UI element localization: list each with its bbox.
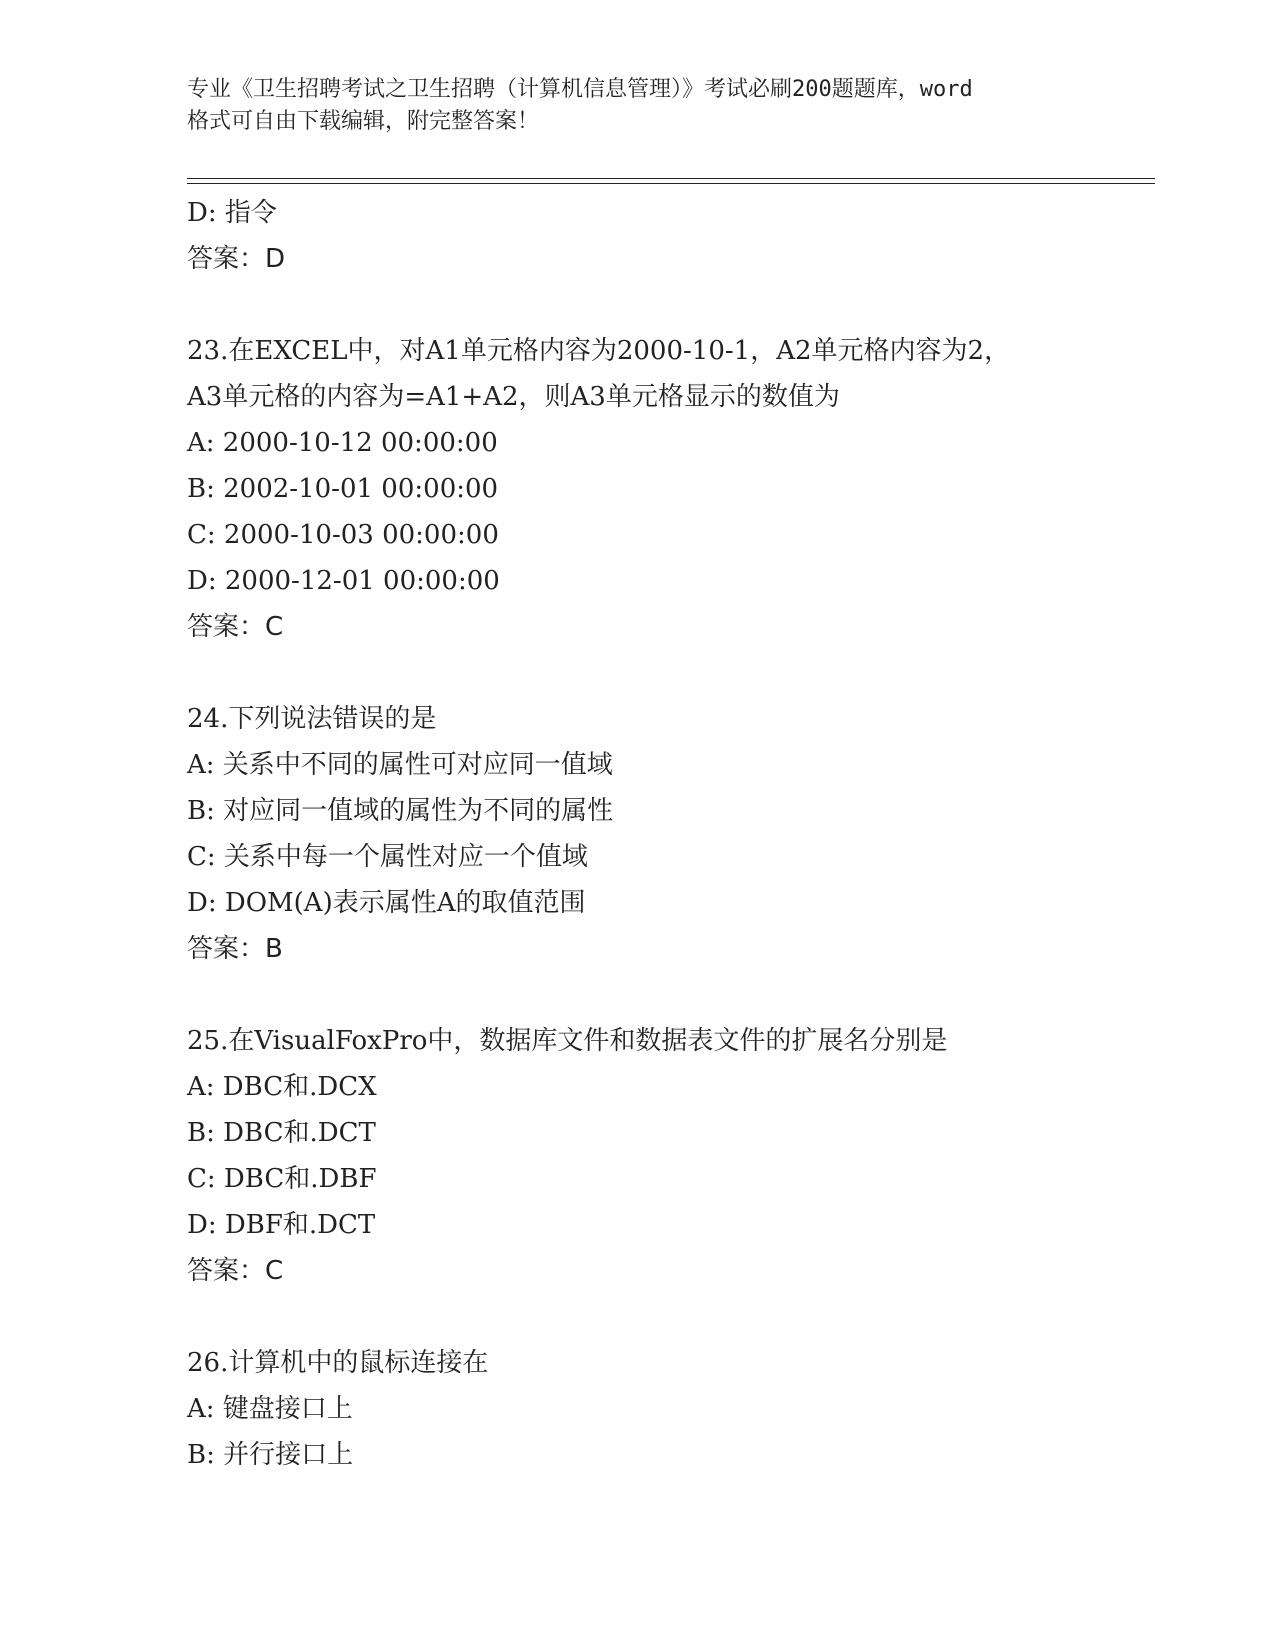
- q24-option-b: B: 对应同一值域的属性为不同的属性: [187, 796, 614, 826]
- q26-stem-line-1: 26.计算机中的鼠标连接在: [187, 1348, 489, 1378]
- spacer: [187, 972, 1155, 1018]
- spacer: [187, 650, 1155, 696]
- header-rule-bottom: [187, 183, 1155, 184]
- question-25: [187, 1018, 1155, 1294]
- header-rule-top: [187, 178, 1155, 179]
- q24-answer: 答案：B: [187, 934, 283, 964]
- q23-option-b: B: 2002-10-01 00:00:00: [187, 474, 499, 504]
- q25-option-d: D: DBF和.DCT: [187, 1210, 376, 1240]
- spacer: [187, 1294, 1155, 1340]
- q23-option-d: D: 2000-12-01 00:00:00: [187, 566, 500, 596]
- header-line-1: 专业《卫生招聘考试之卫生招聘（计算机信息管理）》考试必刷200题题库，word: [187, 77, 973, 102]
- q25-option-a: A: DBC和.DCX: [187, 1072, 377, 1102]
- q23-option-a: A: 2000-10-12 00:00:00: [187, 428, 498, 458]
- q24-option-d: D: DOM(A)表示属性A的取值范围: [187, 888, 586, 918]
- q24-option-a: A: 关系中不同的属性可对应同一值域: [187, 750, 613, 780]
- q22-option-d: D: 指令: [187, 198, 277, 228]
- q22-answer: 答案：D: [187, 244, 286, 274]
- q25-answer: 答案：C: [187, 1256, 284, 1286]
- question-24: [187, 696, 1155, 972]
- q25-option-c: C: DBC和.DBF: [187, 1164, 377, 1194]
- q25-option-b: B: DBC和.DCT: [187, 1118, 376, 1148]
- q26-option-a: A: 键盘接口上: [187, 1394, 353, 1424]
- header-line-2: 格式可自由下载编辑，附完整答案！: [187, 109, 540, 134]
- document-body: [187, 190, 1155, 1478]
- q25-stem-line-1: 25.在VisualFoxPro中，数据库文件和数据表文件的扩展名分别是: [187, 1026, 948, 1056]
- question-26: [187, 1340, 1155, 1478]
- q23-stem-line-1: 23.在EXCEL中，对A1单元格内容为2000-10-1，A2单元格内容为2，: [187, 336, 1011, 366]
- q23-option-c: C: 2000-10-03 00:00:00: [187, 520, 499, 550]
- q26-option-b: B: 并行接口上: [187, 1440, 354, 1470]
- q23-answer: 答案：C: [187, 612, 284, 642]
- q24-option-c: C: 关系中每一个属性对应一个值域: [187, 842, 588, 872]
- question-23: [187, 328, 1155, 650]
- q23-stem-line-2: A3单元格的内容为=A1+A2，则A3单元格显示的数值为: [187, 382, 840, 412]
- q24-stem-line-1: 24.下列说法错误的是: [187, 704, 437, 734]
- document-header: [187, 74, 1087, 138]
- spacer: [187, 282, 1155, 328]
